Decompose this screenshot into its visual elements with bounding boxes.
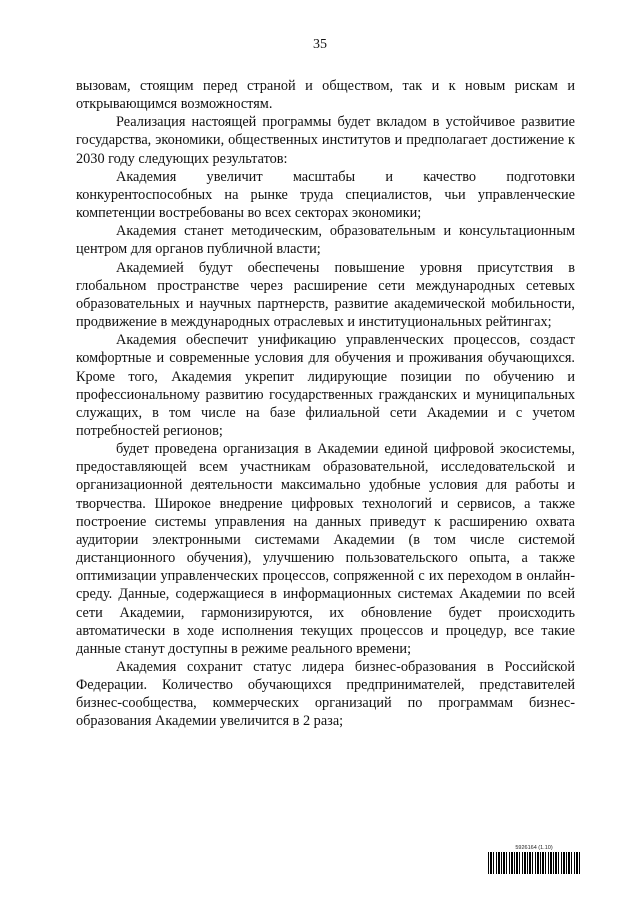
paragraph-business-education: Академия сохранит статус лидера бизнес-образования в Российской Федерации. Количество обучающихся предпринимателей, представителей бизнес-сообщества, коммерческих организаций по программам бизнес-образования Академии увеличится в 2 раза; bbox=[76, 659, 575, 730]
paragraph-training-scale: Академия увеличит масштабы и качество подготовки конкурентоспособных на рынке труда специалистов, чьи управленческие компетенции востребованы во всех секторах экономики; bbox=[76, 168, 575, 222]
page-number: 35 bbox=[313, 37, 327, 52]
document-body bbox=[76, 77, 575, 731]
paragraph-digital-ecosystem: будет проведена организация в Академии единой цифровой экосистемы, предоставляющей всем участникам образовательной, исследовательской и организационной деятельности максимально удобные условия для работы и творчества. Широкое внедрение цифровых технологий и сервисов, а также построение системы управления на данных приведут к расширению охвата аудитории электронными системами Академии (в том числе системой дистанционного обучения), улучшению пользовательского опыта, а также оптимизации управленческих процессов, сопряженной с их переходом в онлайн-среду. Данные, содержащиеся в информационных системах Академии по всей сети Академии, гармонизируются, их обновление будет происходить автоматически в ходе исполнения текущих процессов и процедур, все такие данные станут доступны в режиме реального времени; bbox=[76, 441, 575, 657]
barcode-label: 5926164 (1.10) bbox=[515, 845, 553, 851]
barcode-block bbox=[488, 845, 580, 874]
paragraph-continuation: вызовам, стоящим перед страной и обществом, так и к новым рискам и открывающимся возможностям. bbox=[76, 78, 575, 113]
barcode-image bbox=[488, 852, 580, 874]
paragraph-program-results: Реализация настоящей программы будет вкладом в устойчивое развитие государства, экономики, общественных институтов и предполагает достижение к 2030 году следующих результатов: bbox=[76, 114, 575, 167]
paragraph-global-presence: Академией будут обеспечены повышение уровня присутствия в глобальном пространстве через расширение сети международных сетевых образовательных и научных партнерств, развитие академической мобильности, продвижение в международных отраслевых и институциональных рейтингах; bbox=[76, 259, 575, 331]
paragraph-process-unification: Академия обеспечит унификацию управленческих процессов, создаст комфортные и современные условия для обучения и проживания обучающихся. Кроме того, Академия укрепит лидирующие позиции по обучению и профессиональному развитию государственных гражданских и муниципальных служащих, в том числе на базе филиальной сети Академии и с учетом потребностей регионов; bbox=[76, 332, 575, 439]
paragraph-methodical-center: Академия станет методическим, образовательным и консультационным центром для органов публичной власти; bbox=[76, 223, 575, 258]
